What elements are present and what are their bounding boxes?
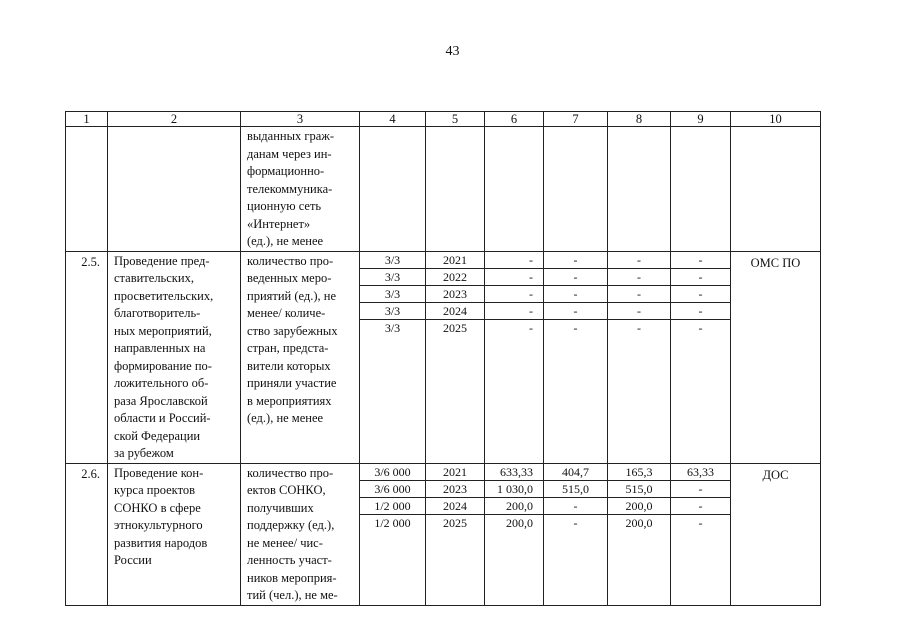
finance-federal-value: - bbox=[544, 269, 607, 286]
executor-cell: ОМС ПО bbox=[731, 251, 821, 463]
finance-cell bbox=[485, 127, 544, 252]
finance-total-value: - bbox=[485, 252, 543, 269]
values-cell bbox=[544, 463, 608, 605]
finance-federal-value: - bbox=[544, 286, 607, 303]
finance-federal-value: - bbox=[544, 498, 607, 515]
finance-total-value: - bbox=[529, 320, 533, 335]
finance-regional-value: - bbox=[608, 252, 670, 269]
col-header: 2 bbox=[108, 112, 241, 127]
col-header: 10 bbox=[731, 112, 821, 127]
executor-cell: ДОС bbox=[731, 463, 821, 605]
finance-other-value: - bbox=[671, 498, 730, 515]
finance-total-value: - bbox=[485, 303, 543, 320]
finance-other-value: - bbox=[698, 515, 703, 530]
finance-other-value: - bbox=[671, 269, 730, 286]
column-numbers-row bbox=[66, 112, 821, 127]
year-value: 2021 bbox=[426, 252, 484, 269]
target-value: 3/6 000 bbox=[360, 481, 425, 498]
col-header: 1 bbox=[66, 112, 108, 127]
year-value: 2024 bbox=[426, 303, 484, 320]
finance-other-value: 63,33 bbox=[671, 464, 730, 481]
values-cell bbox=[426, 251, 485, 463]
finance-regional-value: - bbox=[637, 320, 641, 335]
activity-cell: Проведение пред- ставительских, просветительских, благотворитель- ных мероприятий, направленных на формирование по- ложительного об- раза Ярославской области и Россий- ской Федерации за рубежом bbox=[108, 251, 241, 463]
finance-regional-value: - bbox=[608, 269, 670, 286]
year-value: 2023 bbox=[426, 481, 484, 498]
finance-regional-value: - bbox=[608, 286, 670, 303]
finance-federal-value: - bbox=[573, 515, 578, 530]
values-cell bbox=[360, 463, 426, 605]
num-cell bbox=[66, 127, 108, 252]
target-value: 3/3 bbox=[360, 286, 425, 303]
activity-cell bbox=[108, 127, 241, 252]
col-header: 4 bbox=[360, 112, 426, 127]
row-number: 2.5. bbox=[66, 251, 108, 463]
continuation-row bbox=[66, 127, 821, 252]
finance-total-value: - bbox=[485, 269, 543, 286]
finance-other-value: - bbox=[671, 481, 730, 498]
activity-row bbox=[66, 463, 821, 605]
finance-other-value: - bbox=[671, 252, 730, 269]
year-value: 2023 bbox=[426, 286, 484, 303]
finance-regional-value: - bbox=[608, 303, 670, 320]
values-cell bbox=[360, 251, 426, 463]
row-number: 2.6. bbox=[66, 463, 108, 605]
values-cell bbox=[426, 463, 485, 605]
target-value: 3/6 000 bbox=[360, 464, 425, 481]
target-value: 1/2 000 bbox=[374, 515, 411, 530]
values-cell bbox=[671, 463, 731, 605]
page-number: 43 bbox=[445, 44, 460, 59]
finance-federal-value: - bbox=[544, 303, 607, 320]
finance-federal-value: - bbox=[544, 252, 607, 269]
program-table bbox=[65, 111, 821, 606]
col-header: 6 bbox=[485, 112, 544, 127]
target-value: 3/3 bbox=[360, 303, 425, 320]
indicator-cell: количество про- ектов СОНКО, получивших поддержку (ед.), не менее/ чис- ленность участ- ников мероприя- тий (чел.), не ме- bbox=[241, 463, 360, 605]
program-table-container bbox=[65, 111, 821, 606]
finance-total-value: - bbox=[485, 286, 543, 303]
col-header: 3 bbox=[241, 112, 360, 127]
finance-total-value: 200,0 bbox=[485, 498, 543, 515]
indicator-cell: количество про- веденных меро- приятий (ед.), не менее/ количе- ство зарубежных стран, предста- вители которых приняли участие в мероприятиях (ед.), не менее bbox=[241, 251, 360, 463]
values-cell bbox=[608, 251, 671, 463]
year-value: 2022 bbox=[426, 269, 484, 286]
finance-federal-value: - bbox=[573, 320, 578, 335]
year-value: 2024 bbox=[426, 498, 484, 515]
finance-cell bbox=[671, 127, 731, 252]
year-value: 2025 bbox=[443, 515, 467, 530]
col-header: 9 bbox=[671, 112, 731, 127]
target-value: 3/3 bbox=[360, 252, 425, 269]
finance-regional-value: 165,3 bbox=[608, 464, 670, 481]
year-cell bbox=[426, 127, 485, 252]
finance-regional-value: 200,0 bbox=[625, 515, 653, 530]
finance-other-value: - bbox=[671, 286, 730, 303]
finance-cell bbox=[608, 127, 671, 252]
year-value: 2021 bbox=[426, 464, 484, 481]
finance-total-value: 633,33 bbox=[485, 464, 543, 481]
finance-other-value: - bbox=[671, 303, 730, 320]
values-cell bbox=[608, 463, 671, 605]
values-cell bbox=[544, 251, 608, 463]
target-value: 3/3 bbox=[360, 269, 425, 286]
finance-regional-value: 515,0 bbox=[608, 481, 670, 498]
target-cell bbox=[360, 127, 426, 252]
activity-cell: Проведение кон- курса проектов СОНКО в сфере этнокультурного развития народов России bbox=[108, 463, 241, 605]
finance-other-value: - bbox=[698, 320, 703, 335]
values-cell bbox=[485, 463, 544, 605]
target-value: 3/3 bbox=[384, 320, 401, 335]
executor-cell bbox=[731, 127, 821, 252]
col-header: 5 bbox=[426, 112, 485, 127]
finance-cell bbox=[544, 127, 608, 252]
values-cell bbox=[671, 251, 731, 463]
finance-total-value: 1 030,0 bbox=[485, 481, 543, 498]
col-header: 7 bbox=[544, 112, 608, 127]
col-header: 8 bbox=[608, 112, 671, 127]
finance-federal-value: 404,7 bbox=[544, 464, 607, 481]
activity-row bbox=[66, 251, 821, 463]
values-cell bbox=[485, 251, 544, 463]
finance-federal-value: 515,0 bbox=[544, 481, 607, 498]
year-value: 2025 bbox=[443, 320, 467, 335]
finance-regional-value: 200,0 bbox=[608, 498, 670, 515]
finance-total-value: 200,0 bbox=[506, 515, 533, 530]
indicator-cell: выданных граж- данам через ин- формационно- телекоммуника- ционную сеть «Интернет» (ед.), не менее bbox=[241, 127, 360, 252]
target-value: 1/2 000 bbox=[360, 498, 425, 515]
